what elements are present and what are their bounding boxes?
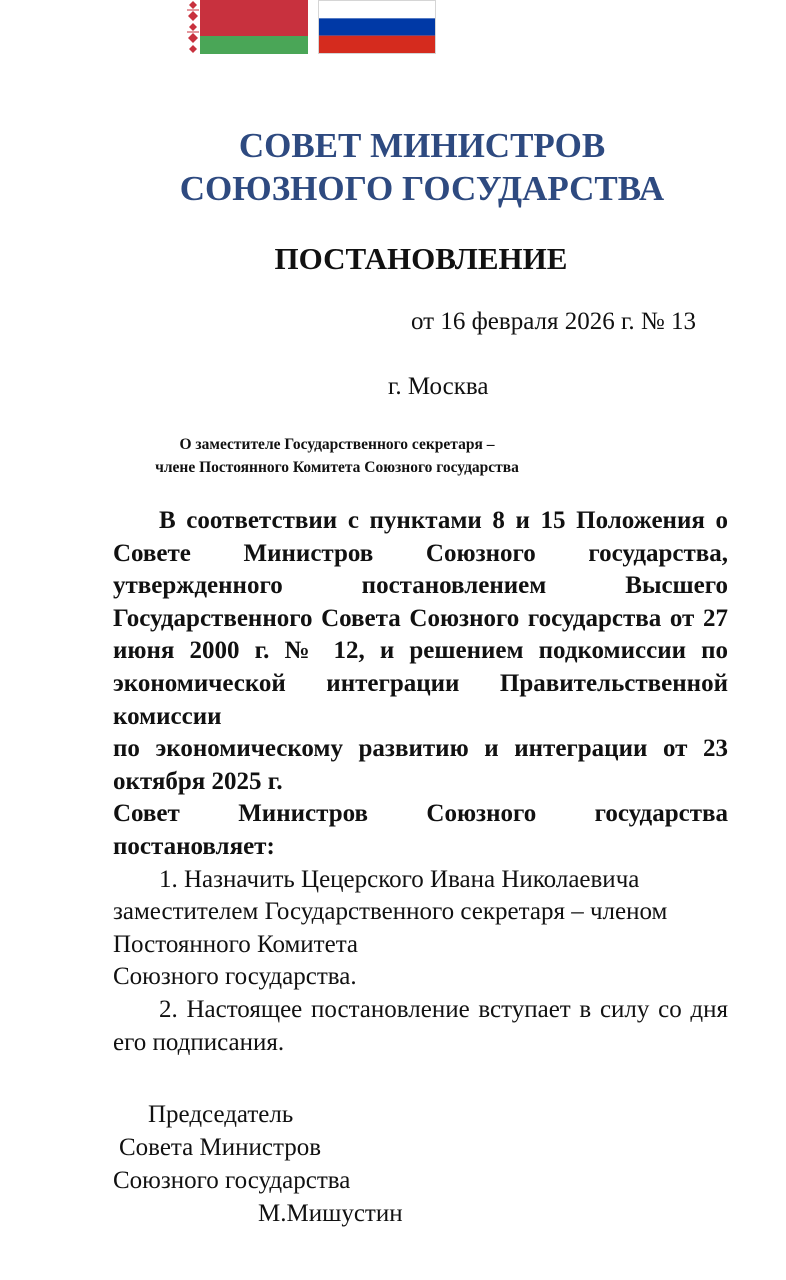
document-city: г. Москва bbox=[388, 373, 489, 400]
signature-block bbox=[113, 1098, 403, 1230]
council-title bbox=[0, 124, 786, 210]
preamble-block2: по экономическому развитию и интеграции от 23 октября 2025 г. bbox=[113, 735, 728, 795]
signature-title-line1: Председатель bbox=[148, 1101, 294, 1128]
document-type-heading: ПОСТАНОВЛЕНИЕ bbox=[274, 241, 568, 276]
council-title-line1: СОВЕТ МИНИСТРОВ bbox=[238, 126, 606, 165]
signatory-name: М.Мишустин bbox=[258, 1200, 403, 1227]
subject-line2: члене Постоянного Комитета Союзного государства bbox=[155, 459, 519, 476]
item-2: 2. Настоящее постановление вступает в силу со дня его подписания. bbox=[113, 995, 728, 1056]
document-body bbox=[113, 505, 728, 1059]
russia-flag-icon bbox=[318, 0, 436, 54]
item-1-part1: 1. Назначить Цецерского Ивана Николаевича заместителем Государственного секретаря – членом Постоянного Комитета bbox=[113, 865, 668, 958]
signature-title-line3: Союзного государства bbox=[113, 1167, 351, 1194]
item-1 bbox=[113, 864, 728, 994]
document-subject bbox=[0, 433, 674, 479]
preamble-block1: В соответствии с пунктами 8 и 15 Положения о Совете Министров Союзного государства, утвержденного постановлением Высшего Государственного Совета Союзного государства от 27 июня 2000 г. № 12, и решением подкомиссии по экономической интеграции Правительственной комиссии bbox=[113, 507, 728, 730]
council-title-line2: СОЮЗНОГО ГОСУДАРСТВА bbox=[179, 169, 665, 208]
subject-line1: О заместителе Государственного секретаря – bbox=[179, 436, 495, 453]
item-1-part2: Союзного государства. bbox=[113, 963, 357, 991]
belarus-flag-icon bbox=[186, 0, 308, 54]
signature-title-line2: Совета Министров bbox=[119, 1134, 322, 1161]
preamble-block3: Совет Министров Союзного государства постановляет: bbox=[113, 800, 728, 860]
document-date-number: от 16 февраля 2026 г. № 13 bbox=[411, 308, 697, 335]
